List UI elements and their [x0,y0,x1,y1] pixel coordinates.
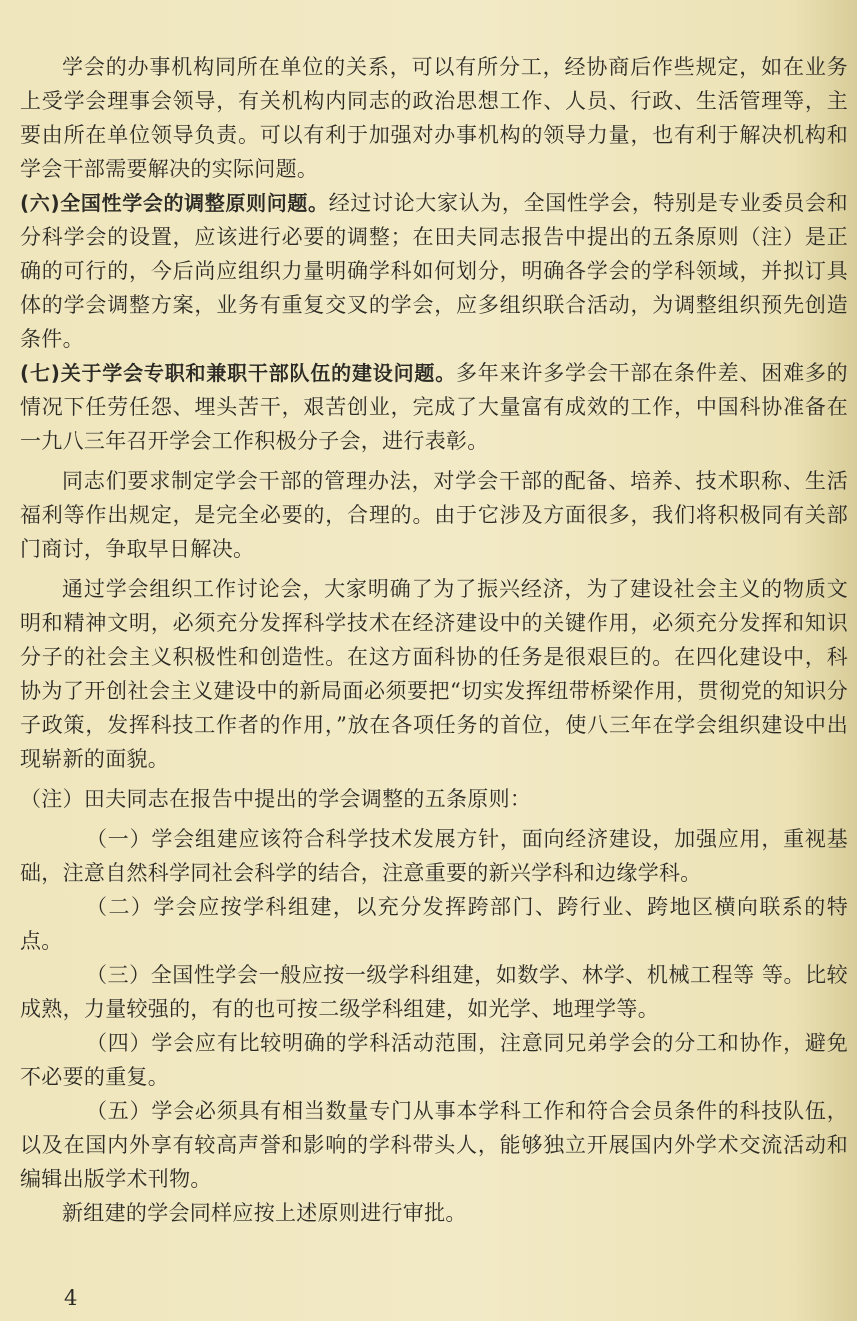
document-body [20,50,848,1230]
note-title: （注）田夫同志在报告中提出的学会调整的五条原则： [20,787,532,811]
note-item-2: （二）学会应按学科组建，以充分发挥跨部门、跨行业、跨地区横向联系的特点。 [20,895,848,953]
note-item-3: （三）全国性学会一般应按一级学科组建，如数学、林学、机械工程等 等。比较成熟，力量较强的，有的也可按二级学科组建，如光学、地理学等。 [20,963,848,1021]
section-7-body: 多年来许多学会干部在条件差、困难多的情况下任劳任怨、埋头苦干，艰苦创业，完成了大量富有成效的工作，中国科协准备在一九八三年召开学会工作积极分子会，进行表彰。 [20,361,848,453]
note-item-5: （五）学会必须具有相当数量专门从事本学科工作和符合会员条件的科技队伍，以及在国内外享有较高声誉和影响的学科带头人，能够独立开展国内外学术交流活动和编辑出版学术刊物。 [20,1099,848,1191]
paragraph-section-6 [20,186,848,356]
note-item-1: （一）学会组建应该符合科学技术发展方针，面向经济建设，加强应用，重视基础，注意自然科学同社会科学的结合，注意重要的新兴学科和边缘学科。 [20,827,848,885]
paragraph-cadre-management: 同志们要求制定学会干部的管理办法，对学会干部的配备、培养、技术职称、生活福利等作出规定，是完全必要的，合理的。由于它涉及方面很多，我们将积极同有关部门商讨，争取早日解决。 [20,469,848,561]
note-item-4: （四）学会应有比较明确的学科活动范围，注意同兄弟学会的分工和协作，避免不必要的重复。 [20,1031,848,1089]
paragraph-conclusion: 通过学会组织工作讨论会，大家明确了为了振兴经济，为了建设社会主义的物质文明和精神文明，必须充分发挥科学技术在经济建设中的关键作用，必须充分发挥和知识分子的社会主义积极性和创造性。在这方面科协的任务是很艰巨的。在四化建设中，科协为了开创社会主义建设中的新局面必须要把“切实发挥纽带桥梁作用，贯彻党的知识分子政策，发挥科技工作者的作用，”放在各项任务的首位，使八三年在学会组织建设中出现崭新的面貌。 [20,577,848,771]
paragraph-section-7 [20,356,848,458]
section-7-heading: (七)关于学会专职和兼职干部队伍的建设问题。 [20,361,456,385]
paragraph-office-relations: 学会的办事机构同所在单位的关系，可以有所分工，经协商后作些规定，如在业务上受学会理事会领导，有关机构内同志的政治思想工作、人员、行政、生活管理等，主要由所在单位领导负责。可以有利于加强对办事机构的领导力量，也有利于解决机构和学会干部需要解决的实际问题。 [20,55,848,181]
page-number: 4 [64,1286,78,1310]
closing-sentence: 新组建的学会同样应按上述原则进行审批。 [62,1201,467,1225]
section-6-body: 经过讨论大家认为，全国性学会，特别是专业委员会和分科学会的设置，应该进行必要的调整；在田夫同志报告中提出的五条原则（注）是正确的可行的，今后尚应组织力量明确学科如何划分，明确各学会的学科领域，并拟订具体的学会调整方案，业务有重复交叉的学会，应多组织联合活动，为调整组织预先创造条件。 [20,191,848,351]
section-6-heading: (六)全国性学会的调整原则问题。 [20,191,329,215]
